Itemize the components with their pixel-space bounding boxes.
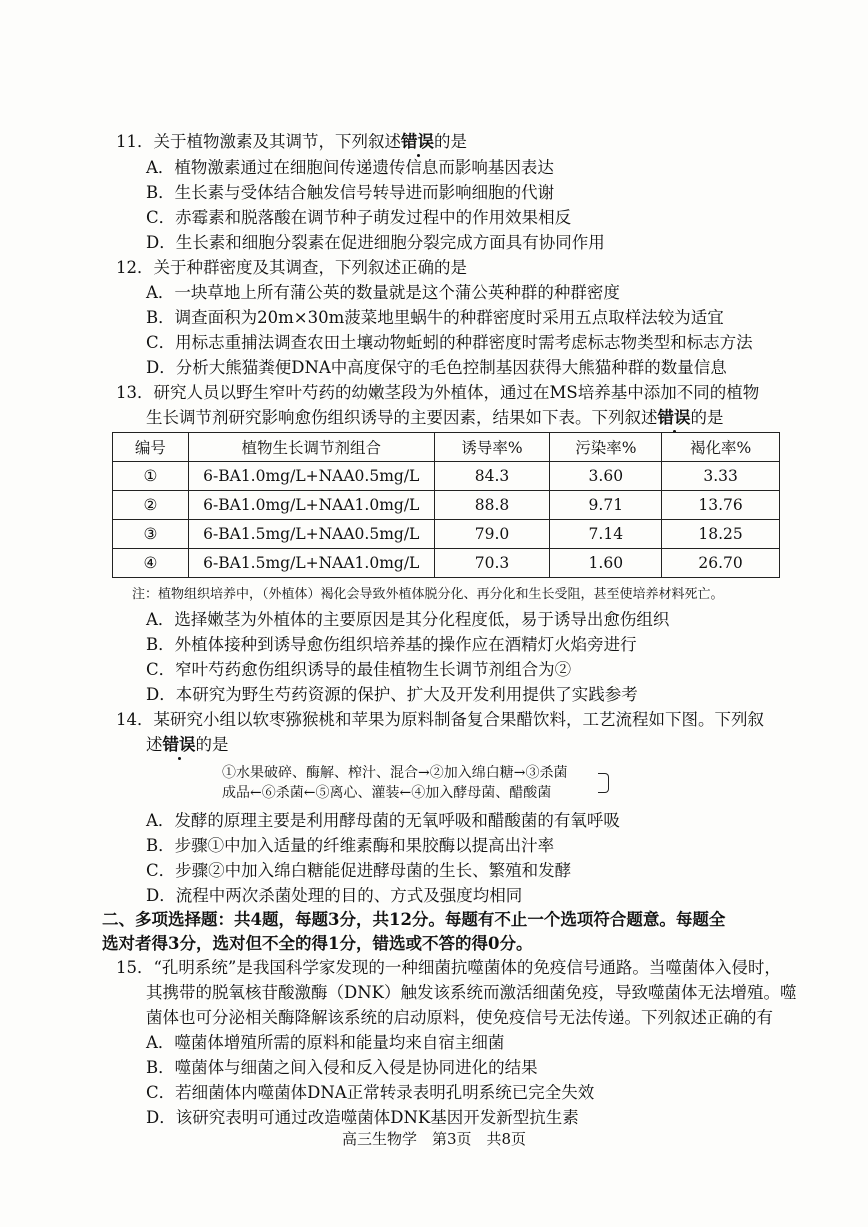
q12-option-b: B．调查面积为20m×30m菠菜地里蜗牛的种群密度时采用五点取样法较为适宜 xyxy=(146,308,724,327)
cell-browning-rate: 26.70 xyxy=(662,549,780,578)
q14-option-d: D．流程中两次杀菌处理的目的、方式及强度均相同 xyxy=(146,886,523,905)
cell-contamination-rate: 7.14 xyxy=(550,520,662,549)
cell-contamination-rate: 3.60 xyxy=(550,462,662,491)
q15-option-a: A．噬菌体增殖所需的原料和能量均来自宿主细菌 xyxy=(146,1033,505,1052)
q12-option-d: D．分析大熊猫粪便DNA中高度保守的毛色控制基因获得大熊猫种群的数量信息 xyxy=(146,358,727,377)
q12-stem: 12．关于种群密度及其调查，下列叙述正确的是 xyxy=(116,258,467,277)
cell-regulator: 6-BA1.5mg/L+NAA0.5mg/L xyxy=(188,520,434,549)
q13-option-a: A．选择嫩茎为外植体的主要原因是其分化程度低，易于诱导出愈伤组织 xyxy=(146,610,670,629)
q15-option-c: C．若细菌体内噬菌体DNA正常转录表明孔明系统已完全失效 xyxy=(146,1083,595,1102)
page-footer: 高三生物学 第3页 共8页 xyxy=(341,1130,527,1148)
q14-flow-line1: ①水果破碎、酶解、榨汁、混合→②加入绵白糖→③杀菌 xyxy=(222,765,568,781)
q13-option-c: C．窄叶芍药愈伤组织诱导的最佳植物生长调节剂组合为② xyxy=(146,660,572,679)
section2-heading-line1: 二、多项选择题：共4题，每题3分，共12分。每题有不止一个选项符合题意。每题全 xyxy=(102,910,726,929)
q13-stem-line2-post: 的是 xyxy=(690,408,724,427)
header-induction-rate: 诱导率% xyxy=(434,433,550,462)
q15-stem-line3: 菌体也可分泌相关酶降解该系统的启动原料，使免疫信号无法传递。下列叙述正确的有 xyxy=(146,1008,773,1027)
q11-option-c: C．赤霉素和脱落酸在调节种子萌发过程中的作用效果相反 xyxy=(146,208,572,227)
header-browning-rate: 褐化率% xyxy=(662,433,780,462)
q13-option-b: B．外植体接种到诱导愈伤组织培养基的操作应在酒精灯火焰旁进行 xyxy=(146,635,637,654)
table-row xyxy=(113,491,780,520)
q13-stem-emphasis: 错误 xyxy=(657,408,691,427)
q15-stem-line2: 其携带的脱氧核苷酸激酶（DNK）触发该系统而激活细菌免疫，导致噬菌体无法增殖。噬 xyxy=(146,983,797,1002)
q13-option-d: D．本研究为野生芍药资源的保护、扩大及开发利用提供了实践参考 xyxy=(146,685,638,704)
cell-id: ③ xyxy=(113,520,189,549)
q15-stem-line1: 15．“孔明系统”是我国科学家发现的一种细菌抗噬菌体的免疫信号通路。当噬菌体入侵时， xyxy=(116,958,781,977)
table-row xyxy=(113,462,780,491)
table-header-row xyxy=(113,433,780,462)
cell-id: ① xyxy=(113,462,189,491)
cell-induction-rate: 88.8 xyxy=(434,491,550,520)
q11-stem-post: 的是 xyxy=(434,132,467,151)
cell-induction-rate: 79.0 xyxy=(434,520,550,549)
q15-option-d: D．该研究表明可通过改造噬菌体DNK基因开发新型抗生素 xyxy=(146,1108,579,1127)
cell-id: ② xyxy=(113,491,189,520)
q13-stem-line2-pre: 生长调节剂研究影响愈伤组织诱导的主要因素，结果如下表。下列叙述 xyxy=(146,408,658,427)
q13-table-note: 注：植物组织培养中，（外植体）褐化会导致外植体脱分化、再分化和生长受阻，甚至使培养材料死亡。 xyxy=(132,587,724,602)
q13-stem-line1: 13．研究人员以野生窄叶芍药的幼嫩茎段为外植体，通过在MS培养基中添加不同的植物 xyxy=(116,383,760,402)
header-id: 编号 xyxy=(113,433,189,462)
cell-browning-rate: 18.25 xyxy=(662,520,780,549)
q14-flow-return-arrow xyxy=(598,773,609,793)
cell-contamination-rate: 9.71 xyxy=(550,491,662,520)
q13-stem-line2 xyxy=(146,406,724,430)
q14-stem-line1: 14．某研究小组以软枣猕猴桃和苹果为原料制备复合果醋饮料，工艺流程如下图。下列叙 xyxy=(116,710,764,729)
table-row xyxy=(113,520,780,549)
q11-option-d: D．生长素和细胞分裂素在促进细胞分裂完成方面具有协同作用 xyxy=(146,233,605,252)
q12-option-a: A．一块草地上所有蒲公英的数量就是这个蒲公英种群的种群密度 xyxy=(146,283,620,302)
table-row xyxy=(113,549,780,578)
q11-stem-pre: 11．关于植物激素及其调节，下列叙述 xyxy=(116,132,401,151)
q13-results-table xyxy=(112,432,780,578)
q11-stem-emphasis: 错误 xyxy=(401,132,434,151)
cell-browning-rate: 13.76 xyxy=(662,491,780,520)
q14-flow-line2: 成品←⑥杀菌←⑤离心、灌装←④加入酵母菌、醋酸菌 xyxy=(222,785,552,801)
q14-option-c: C．步骤②中加入绵白糖能促进酵母菌的生长、繁殖和发酵 xyxy=(146,861,572,880)
header-regulator: 植物生长调节剂组合 xyxy=(188,433,434,462)
cell-regulator: 6-BA1.5mg/L+NAA1.0mg/L xyxy=(188,549,434,578)
cell-id: ④ xyxy=(113,549,189,578)
cell-contamination-rate: 1.60 xyxy=(550,549,662,578)
q14-stem-emphasis: 错误 xyxy=(162,735,196,754)
q14-option-b: B．步骤①中加入适量的纤维素酶和果胶酶以提高出汁率 xyxy=(146,836,555,855)
cell-induction-rate: 70.3 xyxy=(434,549,550,578)
section2-heading-line2: 选对者得3分，选对但不全的得1分，错选或不答的得0分。 xyxy=(102,934,533,953)
q15-option-b: B．噬菌体与细菌之间入侵和反入侵是协同进化的结果 xyxy=(146,1058,538,1077)
cell-regulator: 6-BA1.0mg/L+NAA0.5mg/L xyxy=(188,462,434,491)
q14-option-a: A．发酵的原理主要是利用酵母菌的无氧呼吸和醋酸菌的有氧呼吸 xyxy=(146,811,620,830)
q12-option-c: C．用标志重捕法调查农田土壤动物蚯蚓的种群密度时需考虑标志物类型和标志方法 xyxy=(146,333,753,352)
q11-option-a: A．植物激素通过在细胞间传递遗传信息而影响基因表达 xyxy=(146,158,554,177)
q14-stem-line2-pre: 述 xyxy=(146,735,163,754)
cell-induction-rate: 84.3 xyxy=(434,462,550,491)
cell-regulator: 6-BA1.0mg/L+NAA1.0mg/L xyxy=(188,491,434,520)
cell-browning-rate: 3.33 xyxy=(662,462,780,491)
q11-stem xyxy=(116,130,467,154)
q11-option-b: B．生长素与受体结合触发信号转导进而影响细胞的代谢 xyxy=(146,183,555,202)
q14-stem-line2-post: 的是 xyxy=(195,735,229,754)
q14-stem-line2 xyxy=(146,733,229,757)
header-contamination-rate: 污染率% xyxy=(550,433,662,462)
